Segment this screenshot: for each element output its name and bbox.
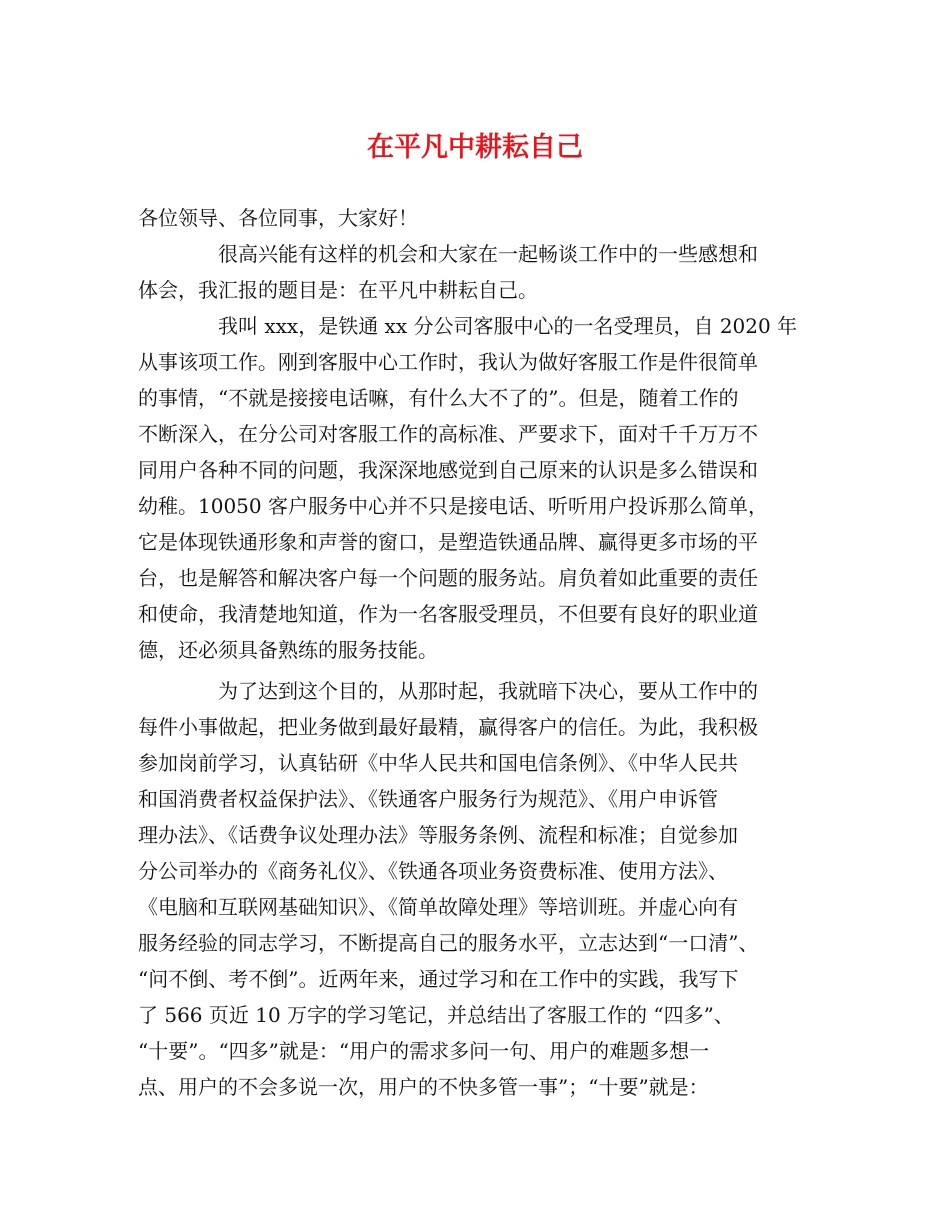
text-line: 我叫 xxx，是铁通 xx 分公司客服中心的一名受理员，自 2020 年 bbox=[218, 314, 798, 338]
text-line: 点、用户的不会多说一次，用户的不快多管一事”；“十要”就是： bbox=[138, 1075, 709, 1099]
text-line: 为了达到这个目的，从那时起，我就暗下决心，要从工作中的 bbox=[218, 679, 758, 703]
text-line: 《电脑和互联网基础知识》、《简单故障处理》等培训班。并虚心向有 bbox=[138, 895, 738, 919]
text-line: 了 566 页近 10 万字的学习笔记，并总结出了客服工作的 “四多”、 bbox=[138, 1003, 734, 1027]
text-line: 从事该项工作。刚到客服中心工作时，我认为做好客服工作是件很简单 bbox=[138, 350, 758, 374]
text-line: “十要”。“四多”就是：“用户的需求多问一句、用户的难题多想一 bbox=[138, 1039, 710, 1063]
text-line: 不断深入，在分公司对客服工作的高标准、严要求下，面对千千万万不 bbox=[138, 422, 758, 446]
document-title: 在平凡中耕耘自己 bbox=[367, 132, 583, 163]
text-line: 参加岗前学习，认真钻研《中华人民共和国电信条例》、《中华人民共 bbox=[138, 751, 738, 775]
text-line: 德，还必须具备熟练的服务技能。 bbox=[138, 638, 438, 662]
text-line: 理办法》、《话费争议处理办法》等服务条例、流程和标准；自觉参加 bbox=[138, 823, 738, 847]
text-line: “问不倒、考不倒”。近两年来，通过学习和在工作中的实践，我写下 bbox=[138, 967, 739, 991]
text-line: 和使命，我清楚地知道，作为一名客服受理员，不但要有良好的职业道 bbox=[138, 602, 758, 626]
document-body bbox=[138, 200, 818, 1105]
text-line: 的事情，“不就是接接电话嘛，有什么大不了的”。但是，随着工作的 bbox=[138, 386, 739, 410]
text-line: 台，也是解答和解决客户每一个问题的服务站。肩负着如此重要的责任 bbox=[138, 566, 758, 590]
text-line: 和国消费者权益保护法》、《铁通客户服务行为规范》、《用户申诉管 bbox=[138, 787, 718, 811]
text-line: 分公司举办的《商务礼仪》、《铁通各项业务资费标准、使用方法》、 bbox=[138, 859, 728, 883]
text-line: 很高兴能有这样的机会和大家在一起畅谈工作中的一些感想和 bbox=[218, 242, 758, 266]
text-line: 幼稚。10050 客户服务中心并不只是接电话、听听用户投诉那么简单， bbox=[138, 494, 768, 518]
text-line: 体会，我汇报的题目是：在平凡中耕耘自己。 bbox=[138, 278, 538, 302]
text-line: 服务经验的同志学习，不断提高自己的服务水平，立志达到“一口清”、 bbox=[138, 931, 759, 955]
text-line: 同用户各种不同的问题，我深深地感觉到自己原来的认识是多么错误和 bbox=[138, 458, 758, 482]
text-line: 每件小事做起，把业务做到最好最精，赢得客户的信任。为此，我积极 bbox=[138, 715, 758, 739]
text-line: 它是体现铁通形象和声誉的窗口，是塑造铁通品牌、赢得更多市场的平 bbox=[138, 530, 758, 554]
text-line: 各位领导、各位同事，大家好！ bbox=[138, 206, 418, 230]
